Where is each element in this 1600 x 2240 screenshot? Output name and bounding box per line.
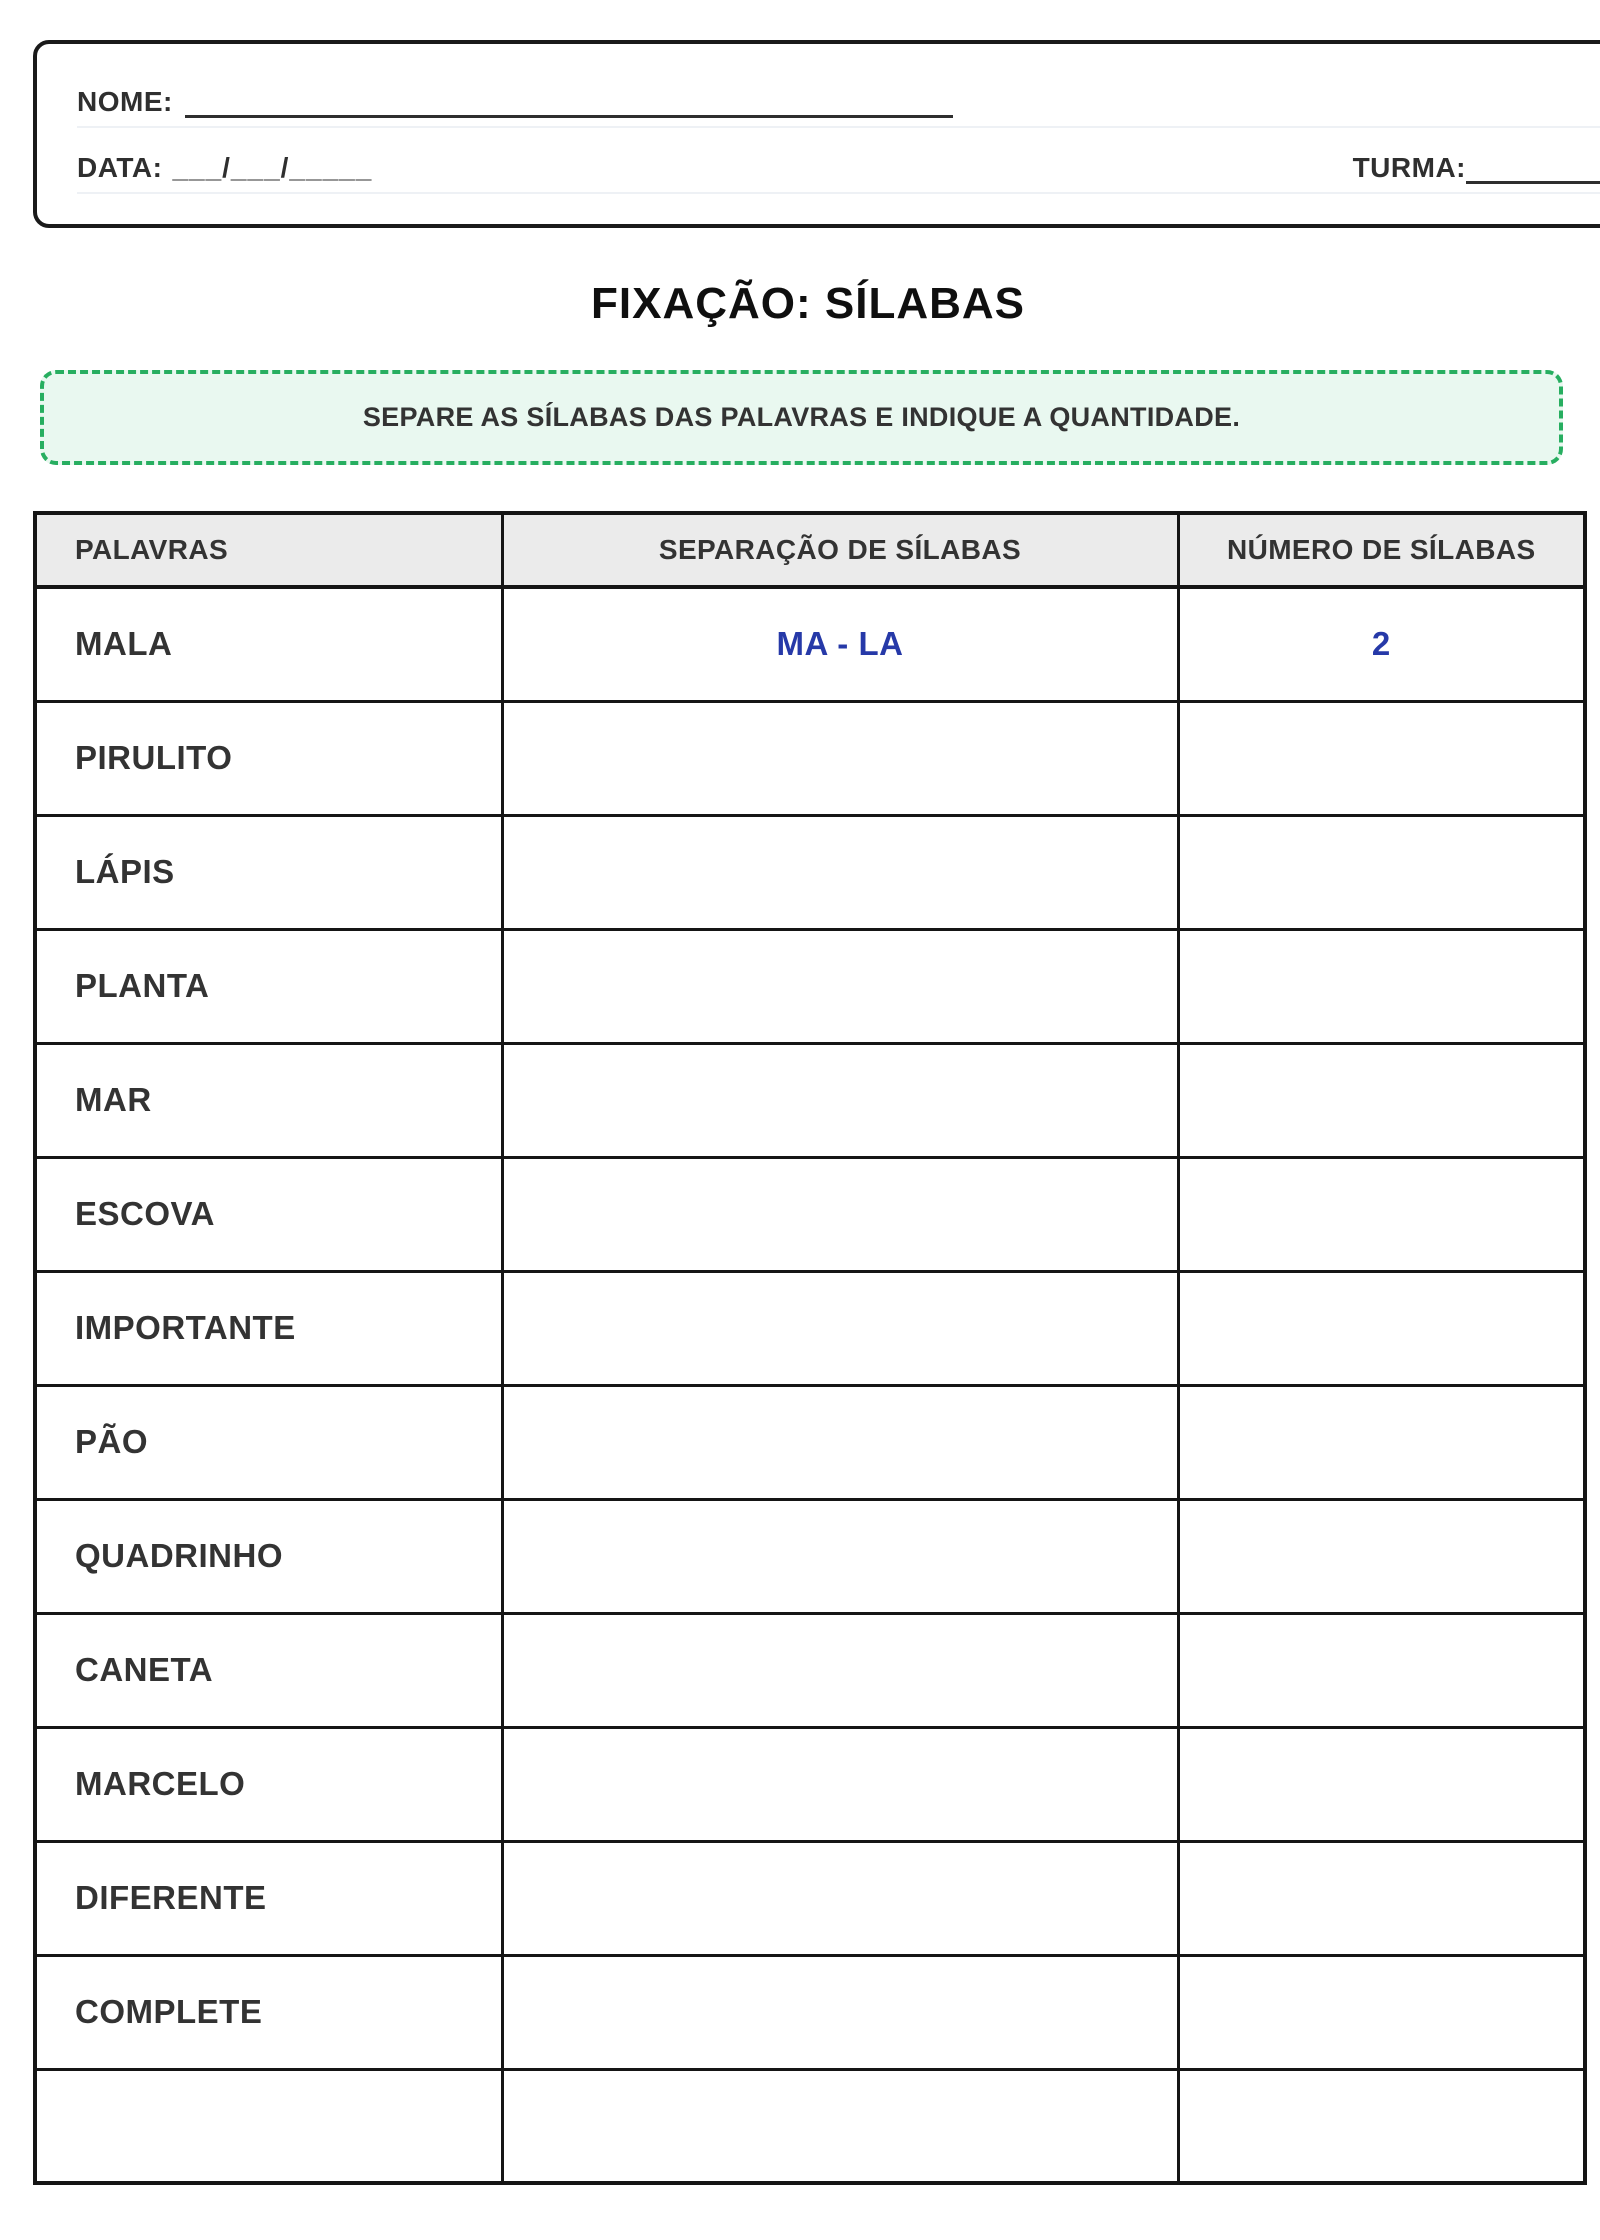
count-cell[interactable] [1178, 1727, 1585, 1841]
count-cell[interactable] [1178, 815, 1585, 929]
count-cell[interactable] [1178, 1955, 1585, 2069]
word-cell: DIFERENTE [35, 1841, 502, 1955]
student-info-box [33, 40, 1600, 228]
count-cell: 2 [1178, 587, 1585, 701]
separation-cell[interactable] [502, 1043, 1178, 1157]
table-header-row [35, 513, 1585, 587]
column-header-words: PALAVRAS [35, 513, 502, 587]
separation-cell[interactable] [502, 815, 1178, 929]
count-cell[interactable] [1178, 701, 1585, 815]
count-cell[interactable] [1178, 1043, 1585, 1157]
table-row [35, 701, 1585, 815]
count-cell[interactable] [1178, 1499, 1585, 1613]
word-cell: MALA [35, 587, 502, 701]
name-row [77, 44, 1600, 128]
count-cell[interactable] [1178, 929, 1585, 1043]
date-blank-fields[interactable]: ___/___/_____ [172, 152, 373, 183]
count-cell[interactable] [1178, 1613, 1585, 1727]
word-cell: QUADRINHO [35, 1499, 502, 1613]
worksheet-page [0, 40, 1600, 2240]
class-blank-line[interactable] [1466, 175, 1600, 184]
count-cell[interactable] [1178, 1157, 1585, 1271]
word-cell [35, 2069, 502, 2183]
count-cell[interactable] [1178, 1385, 1585, 1499]
word-cell: PÃO [35, 1385, 502, 1499]
table-row [35, 1841, 1585, 1955]
count-cell[interactable] [1178, 1271, 1585, 1385]
class-label: TURMA: [1352, 152, 1466, 183]
word-cell: IMPORTANTE [35, 1271, 502, 1385]
word-cell: MAR [35, 1043, 502, 1157]
word-cell: CANETA [35, 1613, 502, 1727]
table-row [35, 929, 1585, 1043]
class-group [1353, 152, 1600, 184]
column-header-count: NÚMERO DE SÍLABAS [1178, 513, 1585, 587]
date-class-row [77, 128, 1600, 194]
table-row [35, 815, 1585, 929]
separation-cell[interactable] [502, 1613, 1178, 1727]
separation-cell[interactable] [502, 1841, 1178, 1955]
count-cell[interactable] [1178, 1841, 1585, 1955]
page-title: FIXAÇÃO: SÍLABAS [591, 279, 1025, 328]
instruction-text: SEPARE AS SÍLABAS DAS PALAVRAS E INDIQUE A QUANTIDADE. [362, 402, 1241, 432]
table-row [35, 587, 1585, 701]
table-row [35, 1727, 1585, 1841]
separation-cell[interactable] [502, 1727, 1178, 1841]
table-row [35, 1385, 1585, 1499]
instruction-box [40, 370, 1563, 465]
separation-cell[interactable] [502, 929, 1178, 1043]
table-row [35, 1955, 1585, 2069]
table-row [35, 1499, 1585, 1613]
separation-cell: MA - LA [502, 587, 1178, 701]
separation-cell[interactable] [502, 1271, 1178, 1385]
separation-cell[interactable] [502, 1157, 1178, 1271]
table-row [35, 1157, 1585, 1271]
separation-cell[interactable] [502, 2069, 1178, 2183]
table-row [35, 1613, 1585, 1727]
word-cell: PIRULITO [35, 701, 502, 815]
separation-cell[interactable] [502, 1499, 1178, 1613]
date-label: DATA: [77, 152, 163, 183]
column-header-separation: SEPARAÇÃO DE SÍLABAS [502, 513, 1178, 587]
table-row [35, 2069, 1585, 2183]
separation-cell[interactable] [502, 1955, 1178, 2069]
word-cell: ESCOVA [35, 1157, 502, 1271]
separation-cell[interactable] [502, 1385, 1178, 1499]
word-cell: PLANTA [35, 929, 502, 1043]
count-cell[interactable] [1178, 2069, 1585, 2183]
name-blank-line[interactable] [185, 109, 953, 118]
name-label: NOME: [77, 86, 173, 117]
table-row [35, 1043, 1585, 1157]
separation-cell[interactable] [502, 701, 1178, 815]
word-cell: MARCELO [35, 1727, 502, 1841]
word-cell: COMPLETE [35, 1955, 502, 2069]
table-row [35, 1271, 1585, 1385]
word-cell: LÁPIS [35, 815, 502, 929]
syllable-table [33, 511, 1587, 2185]
